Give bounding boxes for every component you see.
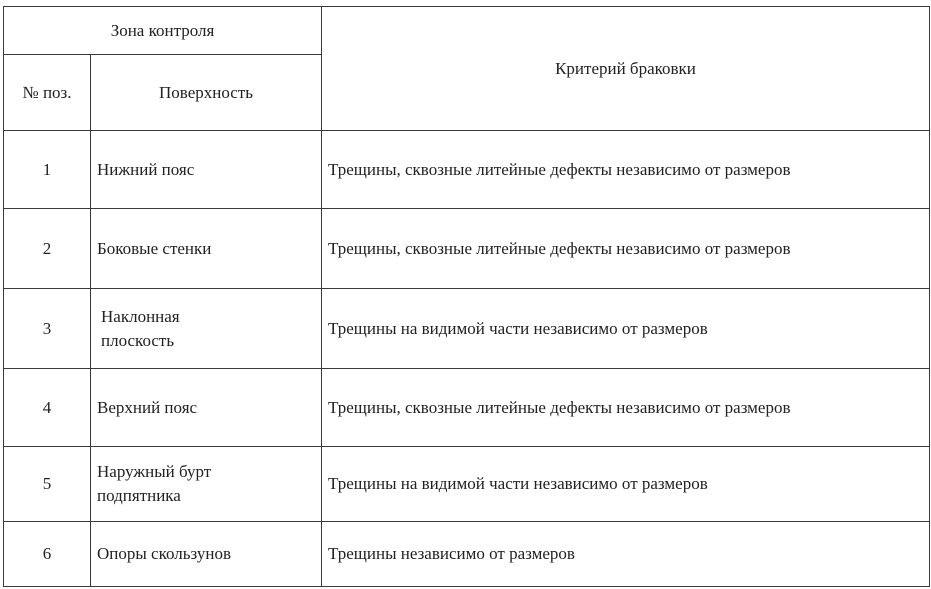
table-row (4, 447, 930, 522)
row-criterion: Трещины, сквозные литейные дефекты независимо от размеров (322, 131, 930, 209)
row-surface: Наружный бурт подпятника (91, 447, 322, 522)
row-number: 5 (4, 447, 91, 522)
table-row (4, 289, 930, 369)
row-number: 4 (4, 369, 91, 447)
row-criterion: Трещины независимо от размеров (322, 522, 930, 587)
row-surface: Верхний пояс (91, 369, 322, 447)
table-row (4, 369, 930, 447)
table-row (4, 209, 930, 289)
row-surface: Опоры скользунов (91, 522, 322, 587)
table-row (4, 131, 930, 209)
header-surface: Поверхность (91, 55, 322, 131)
header-pos-no: № поз. (4, 55, 91, 131)
row-surface: Наклонная плоскость (91, 289, 322, 369)
row-number: 3 (4, 289, 91, 369)
row-surface: Боковые стенки (91, 209, 322, 289)
row-criterion: Трещины на видимой части независимо от размеров (322, 447, 930, 522)
table-row (4, 522, 930, 587)
header-zone: Зона контроля (4, 7, 322, 55)
row-criterion: Трещины, сквозные литейные дефекты независимо от размеров (322, 369, 930, 447)
row-criterion: Трещины, сквозные литейные дефекты независимо от размеров (322, 209, 930, 289)
row-surface: Нижний пояс (91, 131, 322, 209)
row-number: 1 (4, 131, 91, 209)
header-row-top (4, 7, 930, 55)
row-criterion: Трещины на видимой части независимо от размеров (322, 289, 930, 369)
row-number: 2 (4, 209, 91, 289)
header-criterion: Критерий браковки (322, 7, 930, 131)
row-number: 6 (4, 522, 91, 587)
rejection-criteria-table (3, 6, 930, 587)
